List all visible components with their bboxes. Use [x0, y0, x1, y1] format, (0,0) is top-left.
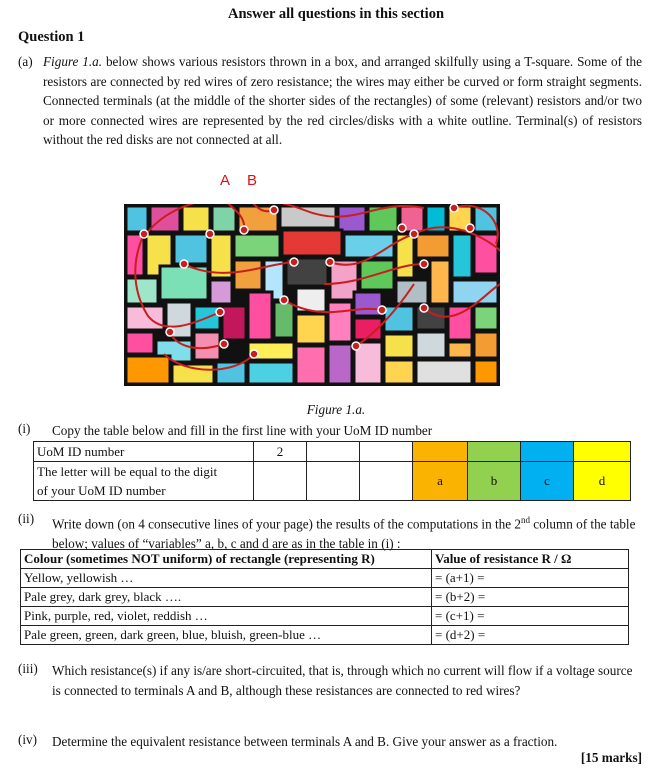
uom-id-digit	[307, 442, 360, 462]
letter-cell	[254, 462, 307, 501]
value-cell: = (b+2) =	[432, 588, 629, 607]
marks-label: [15 marks]	[580, 750, 642, 765]
uom-id-label: UoM ID number	[34, 442, 254, 462]
value-cell: = (d+2) =	[432, 626, 629, 645]
table-header-row	[21, 550, 629, 569]
resistance-table	[20, 549, 629, 645]
letter-a-cell: a	[413, 462, 468, 501]
colour-cell: Pale green, green, dark green, blue, bluish, green-blue …	[21, 626, 432, 645]
uom-id-digit-a	[413, 442, 468, 462]
table-row	[34, 442, 631, 462]
section-instruction: Answer all questions in this section	[227, 6, 445, 22]
value-cell: = (a+1) =	[432, 569, 629, 588]
item-ii-label: (ii)	[18, 511, 35, 526]
table-row	[21, 607, 629, 626]
part-a-paragraph	[18, 52, 642, 150]
colour-cell: Yellow, yellowish …	[21, 569, 432, 588]
letter-cell	[307, 462, 360, 501]
uom-id-digit	[360, 442, 413, 462]
uom-id-digit-b	[468, 442, 521, 462]
part-a-label: (a)	[18, 54, 33, 69]
resistor-figure	[124, 204, 500, 386]
colour-cell: Pink, purple, red, violet, reddish …	[21, 607, 432, 626]
table-row	[21, 588, 629, 607]
terminal-b-label: B	[247, 172, 258, 189]
item-i-label: (i)	[18, 421, 31, 436]
question-title: Question 1	[18, 29, 85, 45]
letter-c-cell: c	[521, 462, 574, 501]
item-iii-text: Which resistance(s) if any is/are short-circuited, that is, through which no current will flow if a voltage source is connected to terminals A and B, although these resistances are connected to red wires?	[52, 663, 633, 698]
colour-cell: Pale grey, dark grey, black ….	[21, 588, 432, 607]
uom-id-table	[33, 441, 631, 501]
uom-id-digit: 2	[254, 442, 307, 462]
figure-caption: Figure 1.a.	[306, 402, 366, 417]
table-row	[34, 462, 631, 501]
letter-d-cell: d	[574, 462, 631, 501]
letter-b-cell: b	[468, 462, 521, 501]
uom-id-digit-c	[521, 442, 574, 462]
table-row	[21, 626, 629, 645]
colour-column-header: Colour (sometimes NOT uniform) of rectangle (representing R)	[21, 550, 432, 569]
letter-cell	[360, 462, 413, 501]
item-ii-text: Write down (on 4 consecutive lines of your page) the results of the computations in the 2nd column of the table below; values of “variables” a, b, c and d are as in the table in (i) :	[52, 515, 636, 552]
letter-mapping-label: The letter will be equal to the digit of your UoM ID number	[34, 462, 254, 501]
uom-id-digit-d	[574, 442, 631, 462]
terminal-a-label: A	[220, 172, 231, 189]
item-iv-label: (iv)	[18, 732, 38, 747]
value-cell: = (c+1) =	[432, 607, 629, 626]
value-column-header: Value of resistance R / Ω	[432, 550, 629, 569]
item-iv-text: Determine the equivalent resistance between terminals A and B. Give your answer as a fraction.	[52, 734, 558, 749]
part-a-text: below shows various resistors thrown in a box, and arranged skilfully using a T-square. Some of the resistors are connected by red wires of zero resistance; the wires may either be curved or form straight segments. Connected terminals (at the middle of the shorter sides of the rectangles) of some (relevant) resistors and/or two or more connected wires are represented by the red circles/disks with a white outline. Terminal(s) of resistors without the red disks are not connected at all.	[43, 54, 643, 148]
item-i-text: Copy the table below and fill in the first line with your UoM ID number	[52, 423, 433, 438]
item-iii-label: (iii)	[18, 661, 38, 676]
figure-reference: Figure 1.a.	[43, 54, 103, 69]
table-row	[21, 569, 629, 588]
